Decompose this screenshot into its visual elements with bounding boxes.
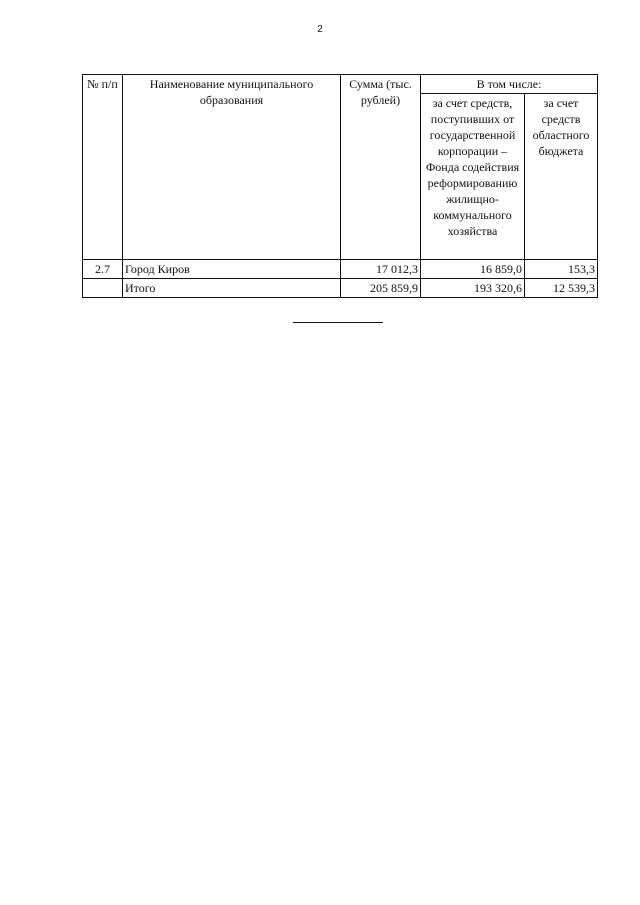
total-regional: 12 539,3 [525, 279, 598, 298]
header-row-top [83, 75, 598, 94]
row-sum: 17 012,3 [341, 260, 421, 279]
row-name: Город Киров [123, 260, 341, 279]
table-row-total [83, 279, 598, 298]
header-regional: за счет средств областного бюджета [525, 94, 598, 260]
end-divider-line [293, 322, 383, 323]
row-fund: 16 859,0 [421, 260, 525, 279]
header-sum: Сумма (тыс. рублей) [341, 75, 421, 260]
header-fund: за счет средств, поступивших от государственной корпорации – Фонда содействия реформированию жилищно-коммунального хозяйства [421, 94, 525, 260]
header-num: № п/п [83, 75, 123, 260]
total-sum: 205 859,9 [341, 279, 421, 298]
total-num [83, 279, 123, 298]
row-num: 2.7 [83, 260, 123, 279]
page-number: 2 [317, 24, 323, 35]
header-including: В том числе: [421, 75, 598, 94]
total-name: Итого [123, 279, 341, 298]
header-name: Наименование муниципального образования [123, 75, 341, 260]
row-regional: 153,3 [525, 260, 598, 279]
table-row [83, 260, 598, 279]
funding-table [82, 74, 598, 298]
total-fund: 193 320,6 [421, 279, 525, 298]
